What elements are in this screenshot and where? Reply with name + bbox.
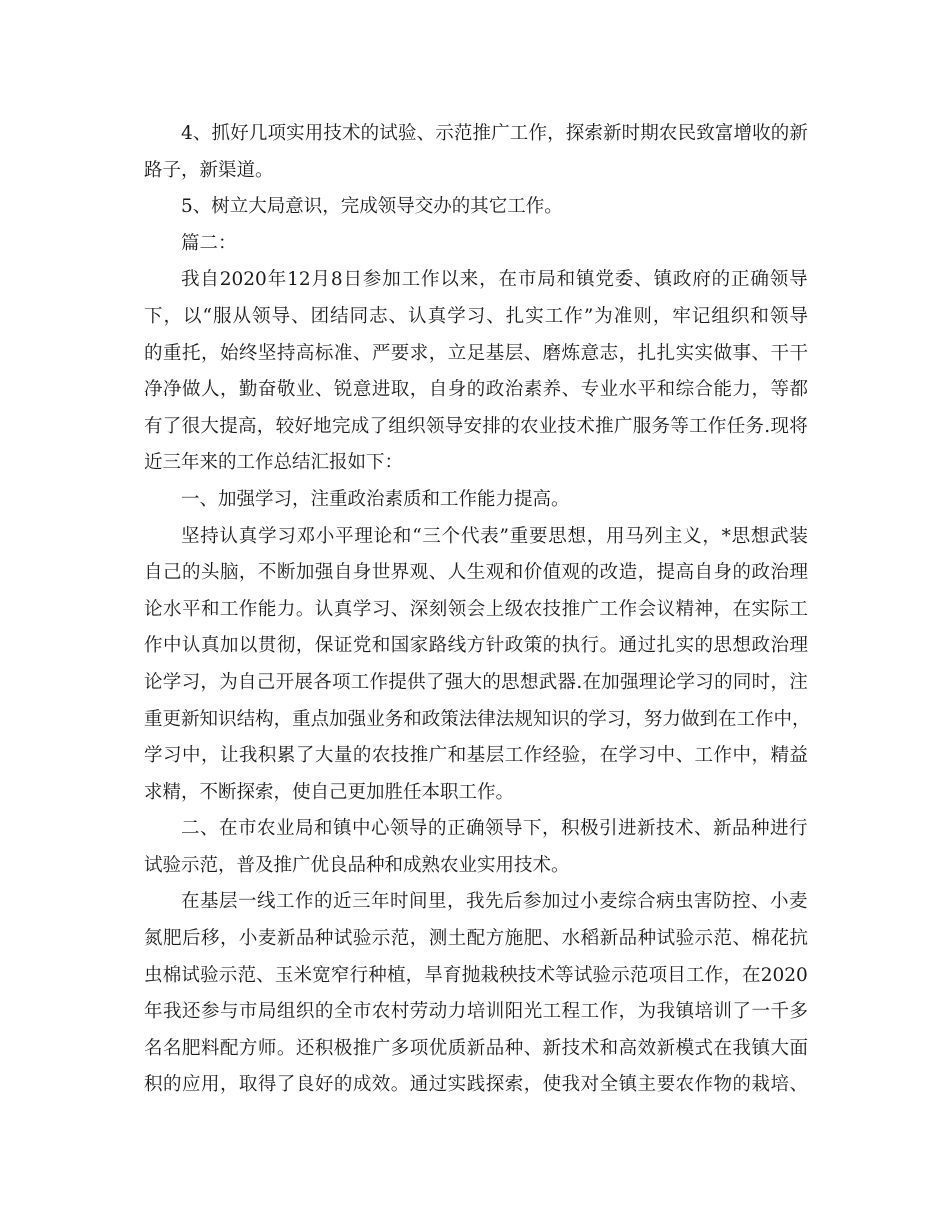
text-line: 论 学 习 ， 为 自 己 开 展 各 项 工 作 提 供 了 强 大 的 思 想 武 器 . 在 加 强 理 论 学 习 的 同 时 ， 注 [144, 671, 808, 693]
text-line: 重 更 新 知 识 结 构 ， 重 点 加 强 业 务 和 政 策 法 律 法 规 知 识 的 学 习 ， 努 力 做 到 在 工 作 中 ， [144, 708, 811, 730]
document-body [144, 116, 811, 1104]
text-line: 我 自 2020 年 12 月 8 日 参 加 工 作 以 来 ， 在 市 局 和 镇 党 委 、 镇 政 府 的 正 确 领 导 [181, 269, 808, 291]
text-line: 作 中 认 真 加 以 贯 彻 ， 保 证 党 和 国 家 路 线 方 针 政 策 的 执 行 。 通 过 扎 实 的 思 想 政 治 理 [144, 635, 808, 657]
text-line: 一、加强学习，注重政治素质和工作能力提高。 [181, 488, 570, 510]
text-line: 路子，新渠道。 [144, 159, 274, 181]
text-line: 5、树立大局意识，完成领导交办的其它工作。 [181, 196, 563, 218]
text-line: 近三年来的工作总结汇报如下： [144, 452, 404, 474]
text-line: 坚 持 认 真 学 习 邓 小 平 理 论 和 “ 三 个 代 表 ” 重 要 思 想 ， 用 马 列 主 义 ， * 思 想 武 装 [181, 525, 808, 547]
text-line: 虫 棉 试 验 示 范 、 玉 米 宽 窄 行 种 植 ， 旱 育 抛 栽 秧 技 术 等 试 验 示 范 项 目 工 作 ， 在 2020 [144, 964, 808, 986]
text-line: 净 净 做 人 ， 勤 奋 敬 业 、 锐 意 进 取 ， 自 身 的 政 治 素 养 、 专 业 水 平 和 综 合 能 力 ， 等 都 [144, 379, 808, 401]
text-line: 氮 肥 后 移 ， 小 麦 新 品 种 试 验 示 范 ， 测 土 配 方 施 肥 、 水 稻 新 品 种 试 验 示 范 、 棉 花 抗 [144, 928, 808, 950]
text-line: 有 了 很 大 提 高 ， 较 好 地 完 成 了 组 织 领 导 安 排 的 农 业 技 术 推 广 服 务 等 工 作 任 务 . 现 将 [144, 415, 808, 437]
text-line: 下 ， 以 “ 服 从 领 导 、 团 结 同 志 、 认 真 学 习 、 扎 实 工 作 ” 为 准 则 ， 牢 记 组 织 和 领 导 [144, 305, 808, 327]
text-line: 篇二： [181, 232, 237, 254]
text-line: 4 、 抓 好 几 项 实 用 技 术 的 试 验 、 示 范 推 广 工 作 ， 探 索 新 时 期 农 民 致 富 增 收 的 新 [181, 123, 808, 144]
text-line: 学 习 中 ， 让 我 积 累 了 大 量 的 农 技 推 广 和 基 层 工 作 经 验 ， 在 学 习 中 、 工 作 中 ， 精 益 [144, 745, 808, 767]
text-line: 积 的 应 用 ， 取 得 了 良 好 的 成 效 。 通 过 实 践 探 索 ， 使 我 对 全 镇 主 要 农 作 物 的 栽 培 、 [144, 1074, 808, 1096]
text-line: 试验示范，普及推广优良品种和成熟农业实用技术。 [144, 854, 570, 876]
text-line: 的 重 托 ， 始 终 坚 持 高 标 准 、 严 要 求 ， 立 足 基 层 、 磨 炼 意 志 ， 扎 扎 实 实 做 事 、 干 干 [144, 342, 808, 364]
text-line: 名 名 肥 料 配 方 师 。 还 积 极 推 广 多 项 优 质 新 品 种 、 新 技 术 和 高 效 新 模 式 在 我 镇 大 面 [144, 1037, 808, 1059]
text-line: 年 我 还 参 与 市 局 组 织 的 全 市 农 村 劳 动 力 培 训 阳 光 工 程 工 作 ， 为 我 镇 培 训 了 一 千 多 [144, 1001, 808, 1023]
text-line: 二 、 在 市 农 业 局 和 镇 中 心 领 导 的 正 确 领 导 下 ， 积 极 引 进 新 技 术 、 新 品 种 进 行 [181, 818, 808, 840]
text-line: 论 水 平 和 工 作 能 力 。 认 真 学 习 、 深 刻 领 会 上 级 农 技 推 广 工 作 会 议 精 神 ， 在 实 际 工 [144, 598, 808, 620]
text-line: 求精，不断探索，使自己更加胜任本职工作。 [144, 781, 515, 803]
text-line: 自 己 的 头 脑 ， 不 断 加 强 自 身 世 界 观 、 人 生 观 和 价 值 观 的 改 造 ， 提 高 自 身 的 政 治 理 [144, 562, 808, 584]
text-line: 在 基 层 一 线 工 作 的 近 三 年 时 间 里 ， 我 先 后 参 加 过 小 麦 综 合 病 虫 害 防 控 、 小 麦 [181, 891, 808, 913]
